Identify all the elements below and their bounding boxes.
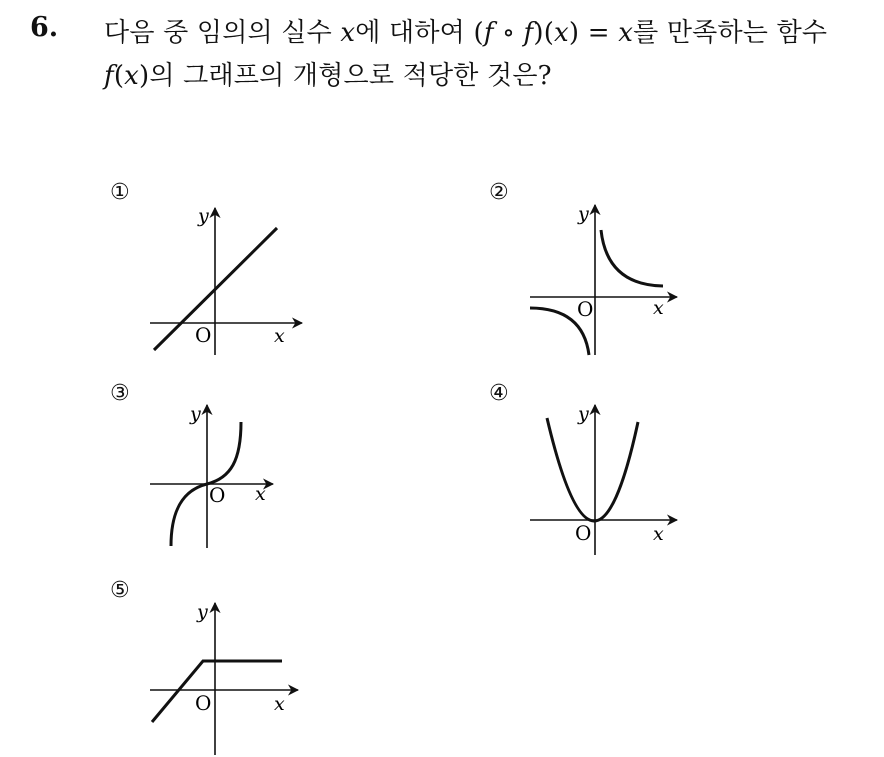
math-var-x: x <box>124 61 140 91</box>
math-paren: ( <box>113 61 125 91</box>
question-text-line-1 <box>104 12 827 49</box>
choice-3-graph[interactable] <box>145 400 285 550</box>
question-text: 에 대하여 ( <box>355 18 484 48</box>
y-axis-label: y <box>190 403 201 425</box>
choice-2-number[interactable]: ② <box>489 180 509 205</box>
origin-label: O <box>577 297 594 321</box>
math-var-x: x <box>618 18 634 48</box>
choice-1-number[interactable]: ① <box>110 180 130 205</box>
choice-5-graph[interactable] <box>140 598 310 757</box>
y-axis-label: y <box>197 601 208 623</box>
origin-label: O <box>195 691 212 715</box>
y-axis-label: y <box>198 205 209 227</box>
origin-label: O <box>575 521 592 545</box>
x-axis-label: x <box>255 483 266 505</box>
function-curve-upper <box>601 230 663 286</box>
function-curve <box>547 418 638 521</box>
function-curve <box>152 661 282 722</box>
math-compose-operator: ∘ <box>493 18 524 48</box>
origin-label: O <box>209 483 226 507</box>
question-text-line-2 <box>104 55 552 92</box>
math-equals: ) = <box>568 18 619 48</box>
math-var-x: x <box>554 18 569 48</box>
x-axis-label: x <box>653 523 664 545</box>
choice-4-graph[interactable] <box>525 400 685 560</box>
question-text: 다음 중 임의의 실수 <box>104 18 341 48</box>
math-var-f: f <box>523 18 534 48</box>
origin-label: O <box>195 323 212 347</box>
y-axis-label: y <box>578 403 589 425</box>
math-var-f: f <box>483 18 494 48</box>
choice-4-number[interactable]: ④ <box>489 381 509 406</box>
choice-5-number[interactable]: ⑤ <box>110 578 130 603</box>
choice-1-graph[interactable] <box>140 200 320 360</box>
question-text: 를 만족하는 함수 <box>633 18 828 48</box>
question-text: )의 그래프의 개형으로 적당한 것은? <box>139 61 552 91</box>
math-var-f: f <box>104 61 114 91</box>
choice-3-number[interactable]: ③ <box>110 381 130 406</box>
y-axis-label: y <box>578 203 589 225</box>
x-axis-label: x <box>274 693 285 715</box>
x-axis-label: x <box>274 325 285 347</box>
choice-2-graph[interactable] <box>525 200 685 360</box>
math-paren: )( <box>533 18 555 48</box>
x-axis-label: x <box>653 297 664 319</box>
question-number: 6. <box>30 12 59 43</box>
math-var-x: x <box>340 18 356 48</box>
